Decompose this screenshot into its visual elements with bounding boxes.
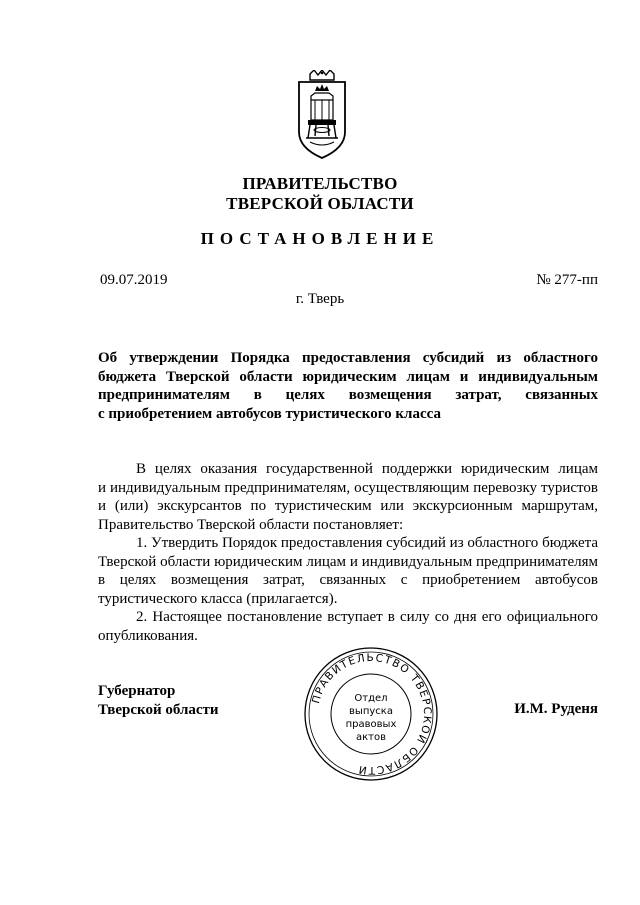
body-line: и (или) экскурсантов по туристическим или экскурсионным маршрутам, bbox=[98, 498, 598, 514]
body-line: опубликования. bbox=[98, 627, 198, 644]
coat-of-arms-icon bbox=[296, 70, 348, 160]
stamp-inner-line1: Отдел bbox=[354, 693, 388, 704]
stamp-inner-line2: выпуска bbox=[349, 706, 393, 717]
stamp-inner-line3: правовых bbox=[345, 719, 397, 730]
stamp-ring-text: ПРАВИТЕЛЬСТВО ТВЕРСКОЙ ОБЛАСТИ bbox=[310, 651, 434, 777]
document-body bbox=[98, 460, 598, 645]
document-city: г. Тверь bbox=[295, 291, 345, 307]
title-line: предпринимателям в целях возмещения затрат, связанных bbox=[98, 387, 598, 403]
body-line: и индивидуальным предпринимателям, осуществляющим перевозку туристов bbox=[98, 479, 598, 496]
org-name-line2: ТВЕРСКОЙ ОБЛАСТИ bbox=[226, 194, 414, 213]
signatory-position-line1: Губернатор bbox=[98, 683, 176, 699]
document-number: № 277-пп bbox=[536, 272, 598, 288]
body-line: туристического класса (прилагается). bbox=[98, 590, 338, 607]
title-line: с приобретением автобусов туристического класса bbox=[98, 405, 441, 422]
title-line: Об утверждении Порядка предоставления субсидий из областного bbox=[98, 350, 598, 366]
document-type-heading: ПОСТАНОВЛЕНИЕ bbox=[200, 229, 440, 248]
document-date: 09.07.2019 bbox=[100, 272, 168, 288]
body-line: 1. Утвердить Порядок предоставления субсидий из областного бюджета bbox=[136, 535, 598, 551]
official-stamp bbox=[302, 645, 440, 783]
title-line: бюджета Тверской области юридическим лицам и индивидуальным bbox=[98, 368, 598, 385]
org-name-line1: ПРАВИТЕЛЬСТВО bbox=[242, 174, 398, 193]
stamp-inner-line4: актов bbox=[355, 732, 387, 743]
body-line: Правительство Тверской области постановляет: bbox=[98, 516, 404, 533]
body-line: Тверской области юридическим лицам и индивидуальным предпринимателям bbox=[98, 553, 598, 570]
body-line: в целях возмещения затрат, связанных с приобретением автобусов bbox=[98, 572, 598, 588]
signatory-name: И.М. Руденя bbox=[514, 701, 598, 717]
signatory-position-line2: Тверской области bbox=[98, 702, 219, 718]
body-line: 2. Настоящее постановление вступает в силу со дня его официального bbox=[136, 609, 598, 625]
body-line: В целях оказания государственной поддержки юридическим лицам bbox=[136, 461, 598, 477]
signatory-position bbox=[98, 682, 219, 720]
document-title bbox=[98, 349, 598, 423]
